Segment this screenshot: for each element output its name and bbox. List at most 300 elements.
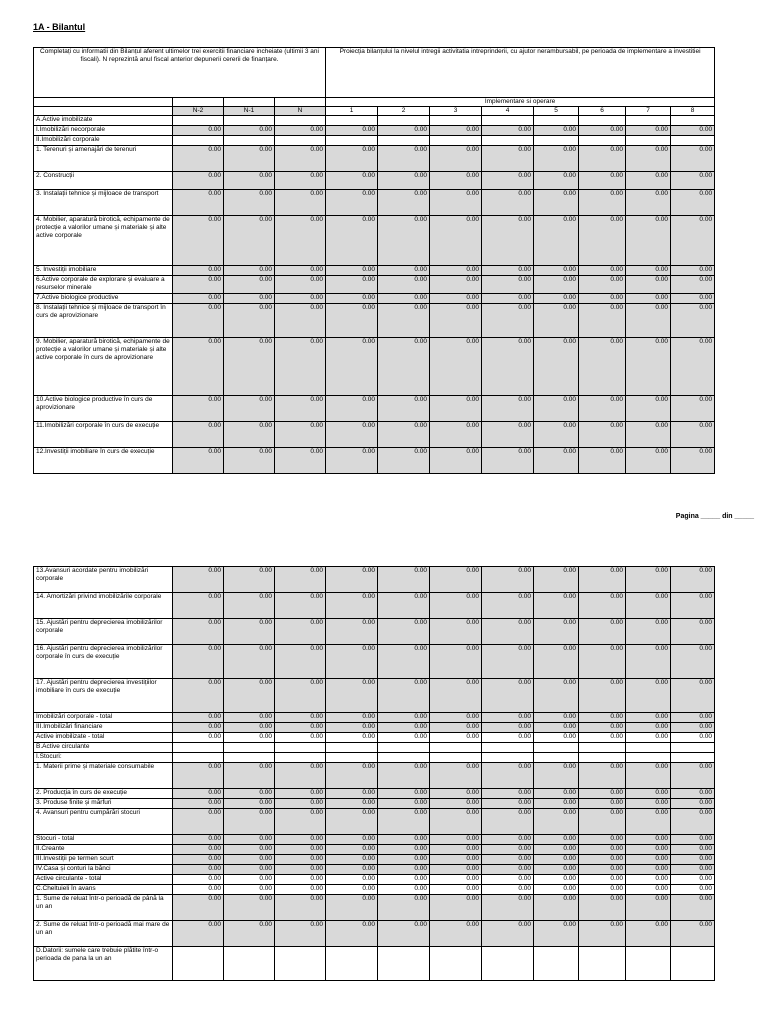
value-cell: 0.00 [378, 713, 430, 723]
value-cell: 0.00 [430, 875, 482, 885]
value-cell: 0.00 [275, 276, 326, 294]
empty-cell [275, 743, 326, 753]
value-cell: 0.00 [173, 885, 224, 895]
value-cell: 0.00 [430, 338, 482, 396]
value-cell: 0.00 [173, 172, 224, 190]
value-cell: 0.00 [275, 172, 326, 190]
value-cell: 0.00 [430, 448, 482, 474]
value-cell: 0.00 [224, 396, 275, 422]
table-row [34, 126, 715, 136]
value-cell: 0.00 [430, 645, 482, 679]
empty-cell [224, 136, 275, 146]
value-cell: 0.00 [482, 865, 534, 875]
implementation-row [34, 98, 715, 107]
value-cell: 0.00 [626, 799, 671, 809]
value-cell: 0.00 [579, 126, 626, 136]
value-cell: 0.00 [482, 396, 534, 422]
value-cell: 0.00 [626, 172, 671, 190]
empty-cell [671, 136, 715, 146]
empty-cell [534, 116, 579, 126]
empty-cell [224, 743, 275, 753]
empty-cell [430, 743, 482, 753]
value-cell: 0.00 [430, 865, 482, 875]
value-cell: 0.00 [378, 567, 430, 593]
value-cell: 0.00 [275, 679, 326, 713]
value-cell: 0.00 [626, 567, 671, 593]
row-label: 4. Mobilier, aparatură birotică, echipamente de protecție a valorilor umane și materiale și alte active corporale [34, 216, 173, 266]
value-cell: 0.00 [534, 276, 579, 294]
table-row [34, 266, 715, 276]
value-cell: 0.00 [275, 723, 326, 733]
value-cell: 0.00 [671, 448, 715, 474]
value-cell: 0.00 [326, 304, 378, 338]
value-cell: 0.00 [482, 885, 534, 895]
empty-cell [224, 947, 275, 981]
empty-cell [579, 136, 626, 146]
value-cell: 0.00 [378, 865, 430, 875]
value-cell: 0.00 [430, 713, 482, 723]
value-cell: 0.00 [534, 921, 579, 947]
row-label: 12.Investiții imobiliare în curs de execuție [34, 448, 173, 474]
table-row [34, 799, 715, 809]
value-cell: 0.00 [326, 619, 378, 645]
value-cell: 0.00 [534, 789, 579, 799]
value-cell: 0.00 [224, 763, 275, 789]
row-label: III.Imobilizări financiare [34, 723, 173, 733]
empty-cell [275, 136, 326, 146]
empty-cell [482, 743, 534, 753]
empty-cell [378, 136, 430, 146]
table-row [34, 190, 715, 216]
value-cell: 0.00 [579, 276, 626, 294]
value-cell: 0.00 [579, 733, 626, 743]
value-cell: 0.00 [579, 593, 626, 619]
empty-cell [671, 753, 715, 763]
col-header-5: 5 [534, 107, 579, 116]
value-cell: 0.00 [378, 845, 430, 855]
value-cell: 0.00 [224, 799, 275, 809]
value-cell: 0.00 [326, 593, 378, 619]
value-cell: 0.00 [430, 190, 482, 216]
value-cell: 0.00 [275, 713, 326, 723]
table-row [34, 855, 715, 865]
value-cell: 0.00 [326, 146, 378, 172]
value-cell: 0.00 [671, 723, 715, 733]
value-cell: 0.00 [326, 789, 378, 799]
empty-cell [534, 753, 579, 763]
value-cell: 0.00 [173, 845, 224, 855]
value-cell: 0.00 [224, 619, 275, 645]
empty-cell [671, 743, 715, 753]
value-cell: 0.00 [326, 855, 378, 865]
value-cell: 0.00 [534, 845, 579, 855]
value-cell: 0.00 [534, 190, 579, 216]
table-row [34, 763, 715, 789]
table-row [34, 713, 715, 723]
value-cell: 0.00 [275, 619, 326, 645]
value-cell: 0.00 [430, 422, 482, 448]
value-cell: 0.00 [326, 799, 378, 809]
value-cell: 0.00 [534, 885, 579, 895]
value-cell: 0.00 [326, 126, 378, 136]
value-cell: 0.00 [326, 172, 378, 190]
value-cell: 0.00 [534, 799, 579, 809]
value-cell: 0.00 [534, 266, 579, 276]
value-cell: 0.00 [173, 216, 224, 266]
value-cell: 0.00 [378, 855, 430, 865]
table-row [34, 865, 715, 875]
value-cell: 0.00 [173, 713, 224, 723]
value-cell: 0.00 [430, 763, 482, 789]
col-header-4: 4 [482, 107, 534, 116]
value-cell: 0.00 [430, 294, 482, 304]
value-cell: 0.00 [275, 448, 326, 474]
value-cell: 0.00 [378, 895, 430, 921]
value-cell: 0.00 [626, 809, 671, 835]
value-cell: 0.00 [579, 294, 626, 304]
value-cell: 0.00 [224, 885, 275, 895]
table-row [34, 743, 715, 753]
table-row [34, 593, 715, 619]
table-row [34, 216, 715, 266]
row-label: IV.Casa și conturi la bănci [34, 865, 173, 875]
value-cell: 0.00 [626, 619, 671, 645]
value-cell: 0.00 [275, 789, 326, 799]
value-cell: 0.00 [430, 216, 482, 266]
value-cell: 0.00 [482, 733, 534, 743]
value-cell: 0.00 [173, 855, 224, 865]
table-row [34, 338, 715, 396]
value-cell: 0.00 [626, 679, 671, 713]
value-cell: 0.00 [671, 645, 715, 679]
value-cell: 0.00 [224, 338, 275, 396]
value-cell: 0.00 [326, 190, 378, 216]
value-cell: 0.00 [534, 338, 579, 396]
value-cell: 0.00 [430, 845, 482, 855]
value-cell: 0.00 [275, 733, 326, 743]
value-cell: 0.00 [579, 921, 626, 947]
value-cell: 0.00 [275, 216, 326, 266]
col-header-7: 7 [626, 107, 671, 116]
value-cell: 0.00 [671, 294, 715, 304]
value-cell: 0.00 [534, 146, 579, 172]
col-header-3: 3 [430, 107, 482, 116]
value-cell: 0.00 [275, 294, 326, 304]
empty-cell [579, 743, 626, 753]
value-cell: 0.00 [430, 789, 482, 799]
value-cell: 0.00 [275, 266, 326, 276]
value-cell: 0.00 [326, 921, 378, 947]
value-cell: 0.00 [378, 276, 430, 294]
value-cell: 0.00 [378, 190, 430, 216]
table-row [34, 619, 715, 645]
value-cell: 0.00 [671, 266, 715, 276]
value-cell: 0.00 [378, 799, 430, 809]
table-row [34, 947, 715, 981]
row-label: 16. Ajustări pentru deprecierea imobilizărilor corporale în curs de execuție [34, 645, 173, 679]
value-cell: 0.00 [626, 593, 671, 619]
value-cell: 0.00 [173, 619, 224, 645]
value-cell: 0.00 [579, 679, 626, 713]
value-cell: 0.00 [482, 799, 534, 809]
row-label: Active imobilizate - total [34, 733, 173, 743]
value-cell: 0.00 [378, 809, 430, 835]
value-cell: 0.00 [378, 146, 430, 172]
value-cell: 0.00 [326, 865, 378, 875]
value-cell: 0.00 [626, 855, 671, 865]
value-cell: 0.00 [671, 146, 715, 172]
value-cell: 0.00 [430, 679, 482, 713]
value-cell: 0.00 [482, 448, 534, 474]
balance-sheet-table-page-2 [33, 566, 715, 981]
value-cell: 0.00 [534, 448, 579, 474]
row-label: 1. Sume de reluat într-o perioadă de până la un an [34, 895, 173, 921]
value-cell: 0.00 [378, 921, 430, 947]
empty-cell [173, 136, 224, 146]
value-cell: 0.00 [482, 126, 534, 136]
value-cell: 0.00 [671, 809, 715, 835]
value-cell: 0.00 [378, 885, 430, 895]
value-cell: 0.00 [430, 733, 482, 743]
value-cell: 0.00 [378, 338, 430, 396]
value-cell: 0.00 [275, 845, 326, 855]
value-cell: 0.00 [626, 921, 671, 947]
table-row [34, 885, 715, 895]
value-cell: 0.00 [482, 763, 534, 789]
value-cell: 0.00 [671, 593, 715, 619]
value-cell: 0.00 [378, 266, 430, 276]
value-cell: 0.00 [326, 396, 378, 422]
value-cell: 0.00 [671, 713, 715, 723]
value-cell: 0.00 [326, 895, 378, 921]
table-row [34, 875, 715, 885]
value-cell: 0.00 [579, 338, 626, 396]
value-cell: 0.00 [626, 190, 671, 216]
value-cell: 0.00 [224, 713, 275, 723]
empty-cell [482, 136, 534, 146]
value-cell: 0.00 [579, 266, 626, 276]
value-cell: 0.00 [482, 809, 534, 835]
value-cell: 0.00 [482, 216, 534, 266]
value-cell: 0.00 [482, 875, 534, 885]
value-cell: 0.00 [173, 294, 224, 304]
value-cell: 0.00 [626, 845, 671, 855]
value-cell: 0.00 [173, 865, 224, 875]
value-cell: 0.00 [275, 190, 326, 216]
value-cell: 0.00 [671, 733, 715, 743]
value-cell: 0.00 [482, 789, 534, 799]
value-cell: 0.00 [430, 799, 482, 809]
row-label: Imobilizări corporale - total [34, 713, 173, 723]
table-row [34, 294, 715, 304]
table-row [34, 567, 715, 593]
value-cell: 0.00 [173, 396, 224, 422]
value-cell: 0.00 [430, 567, 482, 593]
value-cell: 0.00 [173, 266, 224, 276]
value-cell: 0.00 [671, 567, 715, 593]
empty-cell [482, 947, 534, 981]
value-cell: 0.00 [378, 763, 430, 789]
value-cell: 0.00 [626, 645, 671, 679]
value-cell: 0.00 [671, 865, 715, 875]
value-cell: 0.00 [173, 733, 224, 743]
row-label: 1. Terenuri și amenajări de terenuri [34, 146, 173, 172]
value-cell: 0.00 [173, 763, 224, 789]
value-cell: 0.00 [579, 396, 626, 422]
value-cell: 0.00 [626, 216, 671, 266]
value-cell: 0.00 [482, 921, 534, 947]
value-cell: 0.00 [671, 276, 715, 294]
value-cell: 0.00 [534, 679, 579, 713]
value-cell: 0.00 [579, 448, 626, 474]
value-cell: 0.00 [378, 304, 430, 338]
empty-cell [579, 947, 626, 981]
value-cell: 0.00 [671, 921, 715, 947]
value-cell: 0.00 [579, 855, 626, 865]
value-cell: 0.00 [224, 679, 275, 713]
table-row [34, 753, 715, 763]
value-cell: 0.00 [534, 172, 579, 190]
value-cell: 0.00 [173, 875, 224, 885]
value-cell: 0.00 [430, 396, 482, 422]
value-cell: 0.00 [378, 723, 430, 733]
value-cell: 0.00 [626, 276, 671, 294]
empty-cell [173, 116, 224, 126]
value-cell: 0.00 [482, 266, 534, 276]
value-cell: 0.00 [326, 845, 378, 855]
row-label: I.Imobilizări necorporale [34, 126, 173, 136]
value-cell: 0.00 [326, 338, 378, 396]
value-cell: 0.00 [671, 875, 715, 885]
value-cell: 0.00 [275, 338, 326, 396]
table-row [34, 809, 715, 835]
implementation-label: Implementare si operare [326, 98, 715, 107]
value-cell: 0.00 [224, 723, 275, 733]
row-label: B.Active circulante [34, 743, 173, 753]
empty-cell [275, 753, 326, 763]
value-cell: 0.00 [326, 294, 378, 304]
value-cell: 0.00 [482, 338, 534, 396]
value-cell: 0.00 [275, 885, 326, 895]
value-cell: 0.00 [430, 885, 482, 895]
value-cell: 0.00 [579, 619, 626, 645]
value-cell: 0.00 [482, 146, 534, 172]
value-cell: 0.00 [224, 294, 275, 304]
value-cell: 0.00 [173, 190, 224, 216]
value-cell: 0.00 [626, 885, 671, 895]
value-cell: 0.00 [173, 338, 224, 396]
value-cell: 0.00 [378, 593, 430, 619]
value-cell: 0.00 [430, 835, 482, 845]
value-cell: 0.00 [579, 875, 626, 885]
value-cell: 0.00 [579, 763, 626, 789]
table-row [34, 304, 715, 338]
value-cell: 0.00 [275, 593, 326, 619]
value-cell: 0.00 [378, 448, 430, 474]
value-cell: 0.00 [224, 845, 275, 855]
table-row [34, 921, 715, 947]
empty-cell [626, 753, 671, 763]
row-label: 9. Mobilier, aparatură birotică, echipamente de protecție a valorilor umane și materiale și alte active corporale în curs de aprovizionare [34, 338, 173, 396]
value-cell: 0.00 [224, 266, 275, 276]
value-cell: 0.00 [534, 865, 579, 875]
empty-cell [173, 743, 224, 753]
value-cell: 0.00 [671, 855, 715, 865]
value-cell: 0.00 [378, 172, 430, 190]
row-label: C.Cheltuieli în avans [34, 885, 173, 895]
value-cell: 0.00 [482, 294, 534, 304]
empty-cell [626, 136, 671, 146]
value-cell: 0.00 [326, 809, 378, 835]
value-cell: 0.00 [173, 835, 224, 845]
row-label: 2. Sume de reluat într-o perioadă mai mare de un an [34, 921, 173, 947]
value-cell: 0.00 [671, 422, 715, 448]
value-cell: 0.00 [482, 619, 534, 645]
value-cell: 0.00 [626, 789, 671, 799]
value-cell: 0.00 [626, 835, 671, 845]
value-cell: 0.00 [626, 396, 671, 422]
empty-cell [626, 116, 671, 126]
empty-cell [326, 947, 378, 981]
value-cell: 0.00 [579, 895, 626, 921]
value-cell: 0.00 [534, 895, 579, 921]
value-cell: 0.00 [173, 567, 224, 593]
value-cell: 0.00 [671, 619, 715, 645]
col-header-n-2: N-2 [173, 107, 224, 116]
row-label: D.Datorii: sumele care trebuie plătite într-o perioada de pana la un an [34, 947, 173, 981]
value-cell: 0.00 [173, 789, 224, 799]
table-row [34, 276, 715, 294]
empty-cell [378, 743, 430, 753]
value-cell: 0.00 [224, 216, 275, 266]
row-label: 3. Instalații tehnice și mijloace de transport [34, 190, 173, 216]
value-cell: 0.00 [430, 855, 482, 865]
table-row [34, 146, 715, 172]
value-cell: 0.00 [671, 216, 715, 266]
value-cell: 0.00 [482, 855, 534, 865]
empty-cell [378, 116, 430, 126]
value-cell: 0.00 [534, 396, 579, 422]
value-cell: 0.00 [430, 146, 482, 172]
table-row [34, 845, 715, 855]
value-cell: 0.00 [482, 845, 534, 855]
value-cell: 0.00 [173, 422, 224, 448]
value-cell: 0.00 [326, 733, 378, 743]
empty-cell [326, 116, 378, 126]
empty-cell [326, 743, 378, 753]
value-cell: 0.00 [671, 845, 715, 855]
value-cell: 0.00 [173, 921, 224, 947]
value-cell: 0.00 [378, 645, 430, 679]
value-cell: 0.00 [275, 396, 326, 422]
value-cell: 0.00 [430, 921, 482, 947]
value-cell: 0.00 [534, 619, 579, 645]
value-cell: 0.00 [579, 865, 626, 875]
value-cell: 0.00 [326, 216, 378, 266]
value-cell: 0.00 [275, 921, 326, 947]
row-label: II.Imobilizări corporale [34, 136, 173, 146]
value-cell: 0.00 [534, 422, 579, 448]
value-cell: 0.00 [534, 567, 579, 593]
table-row [34, 835, 715, 845]
value-cell: 0.00 [671, 304, 715, 338]
value-cell: 0.00 [430, 723, 482, 733]
row-label: 2. Producția în curs de execuție [34, 789, 173, 799]
empty-cell [482, 116, 534, 126]
value-cell: 0.00 [378, 789, 430, 799]
value-cell: 0.00 [579, 172, 626, 190]
value-cell: 0.00 [671, 679, 715, 713]
